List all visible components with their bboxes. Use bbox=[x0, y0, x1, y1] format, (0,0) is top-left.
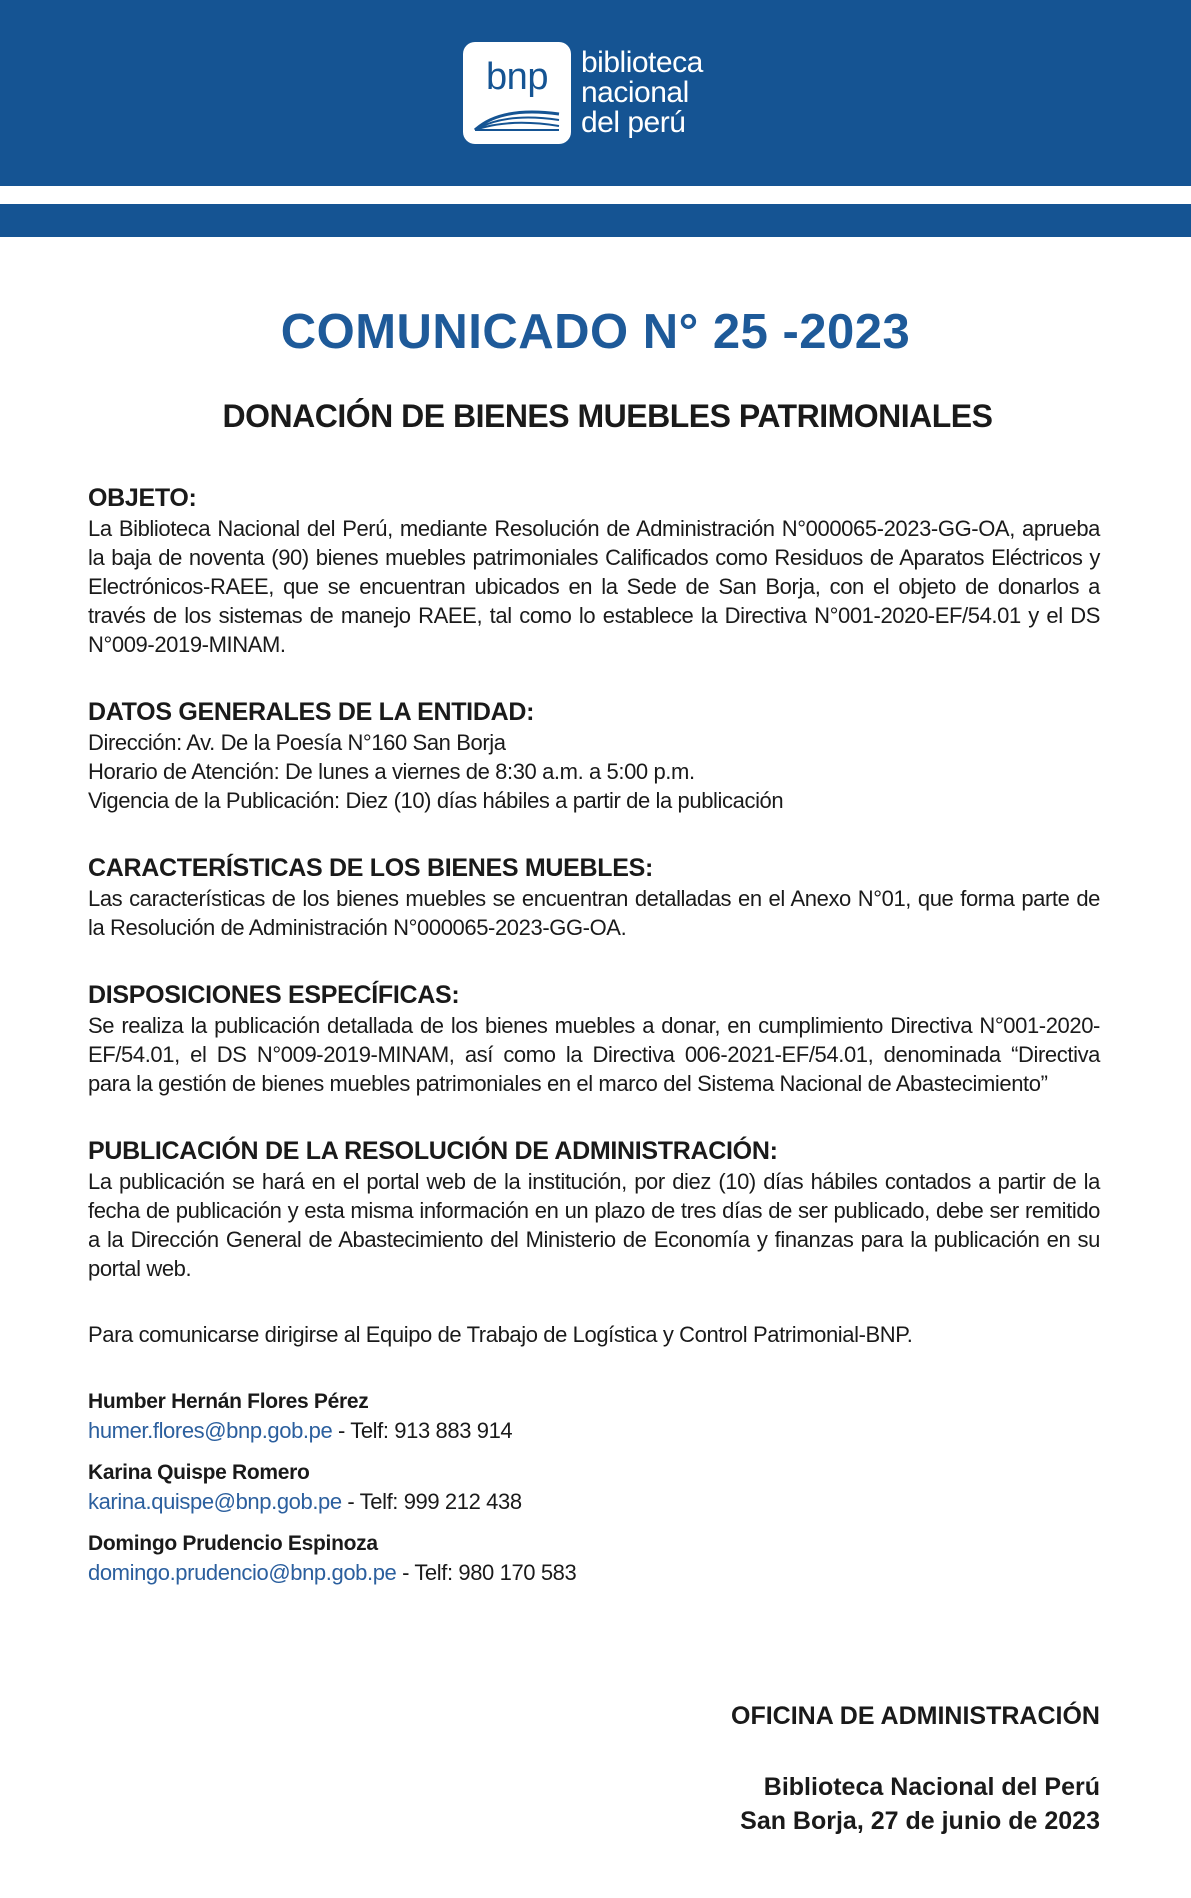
footer-place-date: San Borja, 27 de junio de 2023 bbox=[740, 1807, 1100, 1835]
section-objeto bbox=[88, 482, 1100, 659]
contact-list bbox=[88, 1387, 1100, 1587]
footer-institution: Biblioteca Nacional del Perú bbox=[763, 1773, 1100, 1801]
section-text: Las características de los bienes muebles se encuentran detalladas en el Anexo N°01, que forma parte de la Resolución de Administración N°000065-2023-GG-OA. bbox=[88, 886, 1100, 940]
logo-line: biblioteca bbox=[581, 46, 703, 79]
section-heading: DATOS GENERALES DE LA ENTIDAD: bbox=[88, 698, 535, 726]
page-title: COMUNICADO N° 25 -2023 bbox=[280, 305, 911, 359]
logo-wordmark bbox=[581, 48, 703, 138]
footer-office: OFICINA DE ADMINISTRACIÓN bbox=[731, 1702, 1100, 1730]
header-stripe bbox=[0, 204, 1191, 237]
contact-phone: - Telf: 980 170 583 bbox=[396, 1560, 577, 1585]
page-subtitle: DONACIÓN DE BIENES MUEBLES PATRIMONIALES bbox=[222, 398, 993, 434]
header-banner bbox=[0, 0, 1191, 186]
section-text: La publicación se hará en el portal web de la institución, por diez (10) días hábiles contados a partir de la fecha de publicación y esta misma información en un plazo de tres días de ser publicado, debe ser remitido a la Dirección General de Abastecimiento del Ministerio de Economía y finanzas para la publicación en su portal web. bbox=[88, 1169, 1100, 1281]
contact-name: Domingo Prudencio Espinoza bbox=[88, 1532, 378, 1555]
section-text: Horario de Atención: De lunes a viernes de 8:30 a.m. a 5:00 p.m. bbox=[88, 759, 695, 784]
contact-name: Humber Hernán Flores Pérez bbox=[88, 1390, 369, 1413]
section-heading: CARACTERÍSTICAS DE LOS BIENES MUEBLES: bbox=[88, 854, 654, 882]
logo-abbr: bnp bbox=[486, 56, 548, 98]
contact-phone: - Telf: 999 212 438 bbox=[341, 1489, 522, 1514]
book-wave-icon bbox=[471, 100, 563, 134]
section-heading: DISPOSICIONES ESPECÍFICAS: bbox=[88, 981, 460, 1009]
contact-item bbox=[88, 1387, 1100, 1445]
section-text: Vigencia de la Publicación: Diez (10) días hábiles a partir de la publicación bbox=[88, 788, 784, 813]
document-body bbox=[88, 482, 1100, 1600]
section-text: Se realiza la publicación detallada de los bienes muebles a donar, en cumplimiento Directiva N°001-2020-EF/54.01, el DS N°009-2019-MINAM, así como la Directiva 006-2021-EF/54.01, denominada “Directiva para la gestión de bienes muebles patrimoniales en el marco del Sistema Nacional de Abastecimiento” bbox=[88, 1013, 1100, 1096]
footer-signature bbox=[740, 1770, 1100, 1838]
contact-phone: - Telf: 913 883 914 bbox=[332, 1418, 513, 1443]
section-heading: OBJETO: bbox=[88, 484, 197, 512]
logo-line: del perú bbox=[581, 106, 686, 139]
logo-badge bbox=[463, 42, 571, 144]
contact-intro: Para comunicarse dirigirse al Equipo de Trabajo de Logística y Control Patrimonial-BNP. bbox=[88, 1322, 913, 1347]
section-caracteristicas bbox=[88, 852, 1100, 942]
contact-line bbox=[88, 1416, 1100, 1445]
section-heading: PUBLICACIÓN DE LA RESOLUCIÓN DE ADMINISTRACIÓN: bbox=[88, 1137, 778, 1165]
contact-name: Karina Quispe Romero bbox=[88, 1461, 310, 1484]
section-datos-generales bbox=[88, 696, 1100, 815]
email-link[interactable]: domingo.prudencio@bnp.gob.pe bbox=[88, 1560, 397, 1585]
logo-line: nacional bbox=[581, 76, 689, 109]
email-link[interactable]: karina.quispe@bnp.gob.pe bbox=[88, 1489, 342, 1514]
section-text: Dirección: Av. De la Poesía N°160 San Borja bbox=[88, 730, 506, 755]
section-text: La Biblioteca Nacional del Perú, mediante Resolución de Administración N°000065-2023-GG-OA, aprueba la baja de noventa (90) bienes muebles patrimoniales Calificados como Residuos de Aparatos Eléctricos y Electrónicos-RAEE, que se encuentran ubicados en la Sede de San Borja, con el objeto de donarlos a través de los sistemas de manejo RAEE, tal como lo establece la Directiva N°001-2020-EF/54.01 y el DS N°009-2019-MINAM. bbox=[88, 516, 1100, 657]
contact-line bbox=[88, 1487, 1100, 1516]
contact-item bbox=[88, 1529, 1100, 1587]
section-publicacion bbox=[88, 1135, 1100, 1283]
contact-line bbox=[88, 1558, 1100, 1587]
section-disposiciones bbox=[88, 979, 1100, 1098]
contact-item bbox=[88, 1458, 1100, 1516]
email-link[interactable]: humer.flores@bnp.gob.pe bbox=[88, 1418, 333, 1443]
bnp-logo bbox=[463, 42, 703, 144]
